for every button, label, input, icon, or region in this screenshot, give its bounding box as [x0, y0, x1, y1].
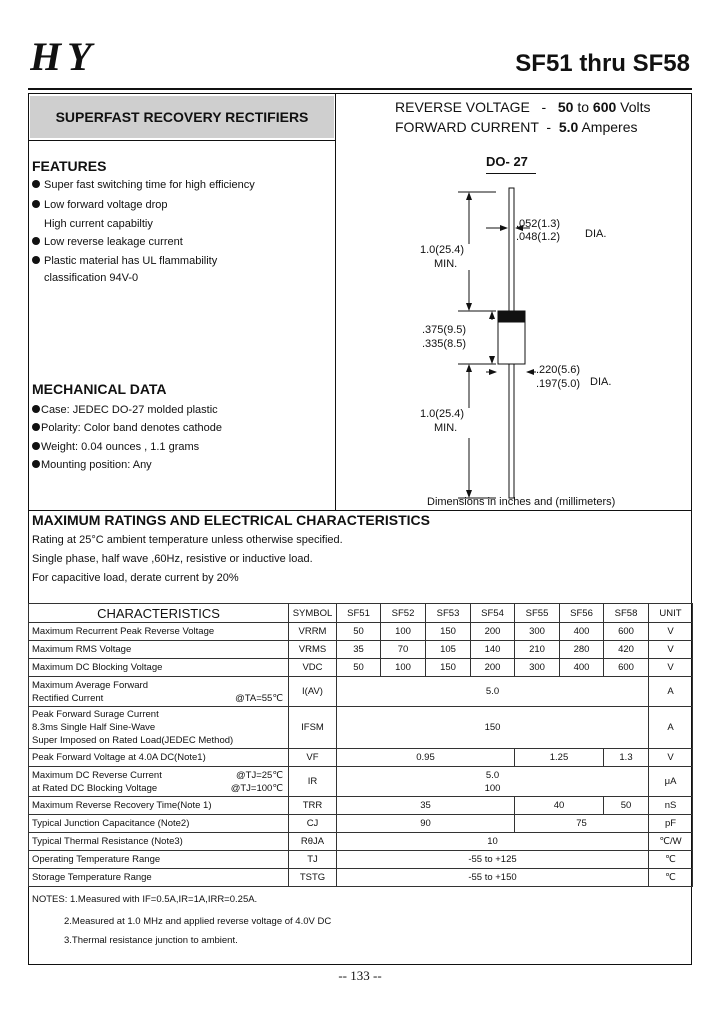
arrow-head — [466, 303, 472, 311]
row-label-line: Rectified Current — [32, 692, 104, 704]
row-unit: μA — [649, 767, 693, 797]
row-symbol: RθJA — [289, 833, 337, 851]
row-label-line: Peak Forward Surage Current — [32, 709, 159, 720]
cell-value: 300 — [515, 659, 560, 677]
row-symbol: CJ — [289, 815, 337, 833]
min-1: MIN. — [434, 258, 458, 270]
mechanical-item — [32, 422, 222, 434]
row-unit: A — [649, 707, 693, 749]
cell-value: 40 — [515, 797, 604, 815]
cell-value: 200 — [471, 659, 515, 677]
feature-text: classification 94V-0 — [44, 272, 139, 284]
feature-text: Low reverse leakage current — [44, 236, 183, 248]
rating-note: Single phase, half wave ,60Hz, resistive or inductive load. — [32, 553, 313, 565]
cell-value: 100 — [381, 623, 426, 641]
col-sf53: SF53 — [426, 604, 471, 623]
table-row — [29, 833, 693, 851]
row-symbol: VRRM — [289, 623, 337, 641]
feature-item — [32, 179, 255, 191]
table-row — [29, 749, 693, 767]
cell-value: 0.95 — [337, 749, 515, 767]
rating-note: For capacitive load, derate current by 20% — [32, 572, 239, 584]
max-ratings-heading: MAXIMUM RATINGS AND ELECTRICAL CHARACTERISTICS — [32, 512, 430, 528]
arrow-head — [466, 364, 472, 372]
cell-value: 600 — [604, 623, 649, 641]
table-row — [29, 623, 693, 641]
row-label-line: Super Imposed on Rated Load(JEDEC Method) — [32, 735, 234, 746]
col-characteristics: CHARACTERISTICS — [29, 604, 289, 623]
fc-dash: - — [546, 119, 552, 135]
package-underline — [486, 173, 536, 174]
cell-value: 100 — [381, 659, 426, 677]
row-label: Maximum RMS Voltage — [29, 641, 289, 659]
fc-unit: Amperes — [581, 119, 638, 135]
col-sf51: SF51 — [337, 604, 381, 623]
dimensions-caption: Dimensions in inches and (millimeters) — [427, 496, 616, 508]
note-2: 2.Measured at 1.0 MHz and applied reverse voltage of 4.0V DC — [64, 916, 332, 927]
row-symbol: VRMS — [289, 641, 337, 659]
cell-value: 70 — [381, 641, 426, 659]
col-sf55: SF55 — [515, 604, 560, 623]
section-divider — [28, 510, 692, 511]
row-symbol: TJ — [289, 851, 337, 869]
table-row — [29, 815, 693, 833]
characteristics-table — [28, 603, 693, 887]
mechanical-item — [32, 459, 152, 471]
arrow-head — [489, 369, 497, 375]
row-label-line: Maximum Average Forward — [32, 679, 148, 691]
mechanical-text: Polarity: Color band denotes cathode — [41, 422, 223, 434]
package-name: DO- 27 — [486, 154, 528, 169]
feature-item — [32, 236, 183, 248]
cell-value: 105 — [426, 641, 471, 659]
lead-dia-1: .052(1.3) — [516, 218, 561, 230]
rv-unit: Volts — [620, 99, 651, 115]
row-label — [29, 677, 289, 707]
table-row — [29, 677, 693, 707]
cell-value: 210 — [515, 641, 560, 659]
col-sf54: SF54 — [471, 604, 515, 623]
col-sf52: SF52 — [381, 604, 426, 623]
upper-lead — [509, 188, 514, 311]
lead-dia-2: .048(1.2) — [516, 231, 561, 243]
mechanical-text: Case: JEDEC DO-27 molded plastic — [41, 404, 218, 416]
row-unit: A — [649, 677, 693, 707]
bullet-icon — [32, 405, 40, 413]
row-condition: @TJ=100℃ — [230, 782, 283, 794]
cell-value: 140 — [471, 641, 515, 659]
table-row — [29, 707, 693, 749]
col-sf56: SF56 — [560, 604, 604, 623]
body-len-2: .335(8.5) — [422, 338, 467, 350]
mechanical-item — [32, 441, 199, 453]
hy-logo — [30, 38, 160, 78]
banner-divider — [28, 140, 336, 141]
table-row — [29, 641, 693, 659]
mechanical-text: Mounting position: Any — [41, 459, 152, 471]
cell-value: 200 — [471, 623, 515, 641]
body-dia-1: .220(5.6) — [536, 364, 581, 376]
cell-value: 150 — [426, 623, 471, 641]
fc-value: 5.0 — [558, 119, 579, 135]
cell-value: 35 — [337, 797, 515, 815]
table-row — [29, 851, 693, 869]
row-label: Maximum DC Blocking Voltage — [29, 659, 289, 677]
cell-value — [337, 767, 649, 797]
col-symbol: SYMBOL — [289, 604, 337, 623]
row-unit: V — [649, 659, 693, 677]
cell-value: 50 — [337, 659, 381, 677]
row-unit: nS — [649, 797, 693, 815]
cathode-band — [498, 311, 525, 322]
note-1: NOTES: 1.Measured with IF=0.5A,IR=1A,IRR=0.25A. — [32, 894, 258, 905]
row-label: Operating Temperature Range — [29, 851, 289, 869]
note-3: 3.Thermal resistance junction to ambient. — [64, 935, 238, 946]
cell-value: 300 — [515, 623, 560, 641]
rv-to: to — [577, 99, 590, 115]
row-label-line: Maximum DC Reverse Current — [32, 769, 162, 781]
bullet-icon — [32, 200, 40, 208]
row-label: Typical Thermal Resistance (Note3) — [29, 833, 289, 851]
feature-item — [32, 272, 138, 284]
cell-value: 1.3 — [604, 749, 649, 767]
feature-item — [32, 255, 217, 267]
col-unit: UNIT — [649, 604, 693, 623]
banner-title: SUPERFAST RECOVERY RECTIFIERS — [55, 109, 309, 125]
row-symbol: TRR — [289, 797, 337, 815]
row-unit: V — [649, 749, 693, 767]
row-symbol: VDC — [289, 659, 337, 677]
lead-len-2: 1.0(25.4) — [420, 408, 465, 420]
col-sf58: SF58 — [604, 604, 649, 623]
cell-value: 1.25 — [515, 749, 604, 767]
rv-dash: - — [541, 99, 547, 115]
page-number: -- 133 -- — [338, 968, 382, 983]
cell-value-line: 5.0 — [485, 769, 500, 781]
arrow-head — [489, 356, 495, 364]
row-condition: @TJ=25℃ — [236, 769, 283, 781]
cell-value: 150 — [337, 707, 649, 749]
cell-value: 150 — [426, 659, 471, 677]
table-row — [29, 659, 693, 677]
cell-value: 400 — [560, 659, 604, 677]
cell-value: 35 — [337, 641, 381, 659]
row-unit: ℃ — [649, 851, 693, 869]
fc-label: FORWARD CURRENT — [395, 119, 539, 135]
body-dia-2: .197(5.0) — [536, 378, 581, 390]
row-label — [29, 767, 289, 797]
rating-note: Rating at 25°C ambient temperature unless otherwise specified. — [32, 534, 343, 546]
arrow-head — [500, 225, 508, 231]
product-banner — [30, 96, 334, 138]
row-unit: V — [649, 641, 693, 659]
feature-text: Super fast switching time for high efficiency — [44, 179, 255, 191]
bullet-icon — [32, 180, 40, 188]
arrow-head — [489, 311, 495, 319]
table-row — [29, 767, 693, 797]
row-unit: pF — [649, 815, 693, 833]
row-label-line: 8.3ms Single Half Sine-Wave — [32, 722, 156, 733]
cell-value: 5.0 — [337, 677, 649, 707]
feature-text: High current capabiltiy — [44, 218, 153, 230]
min-2: MIN. — [434, 422, 458, 434]
row-symbol: I(AV) — [289, 677, 337, 707]
cell-value-line: 100 — [484, 782, 501, 794]
cell-value: 420 — [604, 641, 649, 659]
cell-value: 10 — [337, 833, 649, 851]
logo-text: HY — [30, 38, 98, 78]
table-header-row — [29, 604, 693, 623]
feature-text: Low forward voltage drop — [44, 199, 168, 211]
row-label: Maximum Recurrent Peak Reverse Voltage — [29, 623, 289, 641]
header-rule — [28, 88, 692, 90]
row-label: Typical Junction Capacitance (Note2) — [29, 815, 289, 833]
row-unit: ℃ — [649, 869, 693, 887]
table-row — [29, 869, 693, 887]
row-label: Peak Forward Voltage at 4.0A DC(Note1) — [29, 749, 289, 767]
mechanical-item — [32, 404, 218, 416]
rv-label: REVERSE VOLTAGE — [395, 99, 530, 115]
row-symbol: VF — [289, 749, 337, 767]
row-condition: @TA=55℃ — [235, 692, 283, 704]
row-label-line: at Rated DC Blocking Voltage — [32, 782, 158, 794]
bullet-icon — [32, 423, 40, 431]
bullet-icon — [32, 256, 40, 264]
cell-value: 280 — [560, 641, 604, 659]
feature-item — [32, 218, 153, 230]
rv-low: 50 — [557, 99, 574, 115]
feature-item — [32, 199, 168, 211]
dia-label-2: DIA. — [590, 376, 612, 388]
lead-len-1: 1.0(25.4) — [420, 244, 465, 256]
lower-lead — [509, 364, 514, 498]
cell-value: 50 — [604, 797, 649, 815]
cell-value: -55 to +150 — [337, 869, 649, 887]
row-label: Storage Temperature Range — [29, 869, 289, 887]
mechanical-heading: MECHANICAL DATA — [32, 381, 167, 397]
row-symbol: IR — [289, 767, 337, 797]
do27-outline-diagram — [336, 180, 692, 510]
rv-high: 600 — [592, 99, 617, 115]
cell-value: 600 — [604, 659, 649, 677]
cell-value: -55 to +125 — [337, 851, 649, 869]
row-label: Maximum Reverse Recovery Time(Note 1) — [29, 797, 289, 815]
row-unit: V — [649, 623, 693, 641]
bullet-icon — [32, 237, 40, 245]
reverse-voltage-line — [395, 99, 651, 115]
row-unit: ℃/W — [649, 833, 693, 851]
feature-text: Plastic material has UL flammability — [44, 255, 218, 267]
part-title: SF51 thru SF58 — [515, 50, 690, 77]
cell-value: 400 — [560, 623, 604, 641]
bullet-icon — [32, 442, 40, 450]
row-symbol: TSTG — [289, 869, 337, 887]
cell-value: 90 — [337, 815, 515, 833]
forward-current-line — [395, 119, 638, 135]
dia-label-1: DIA. — [585, 228, 607, 240]
mechanical-text: Weight: 0.04 ounces , 1.1 grams — [41, 441, 200, 453]
arrow-head — [526, 369, 534, 375]
arrow-head — [466, 192, 472, 200]
row-symbol: IFSM — [289, 707, 337, 749]
table-row — [29, 797, 693, 815]
row-label — [29, 707, 289, 749]
features-heading: FEATURES — [32, 158, 107, 174]
cell-value: 75 — [515, 815, 649, 833]
body-len-1: .375(9.5) — [422, 324, 467, 336]
cell-value: 50 — [337, 623, 381, 641]
bullet-icon — [32, 460, 40, 468]
